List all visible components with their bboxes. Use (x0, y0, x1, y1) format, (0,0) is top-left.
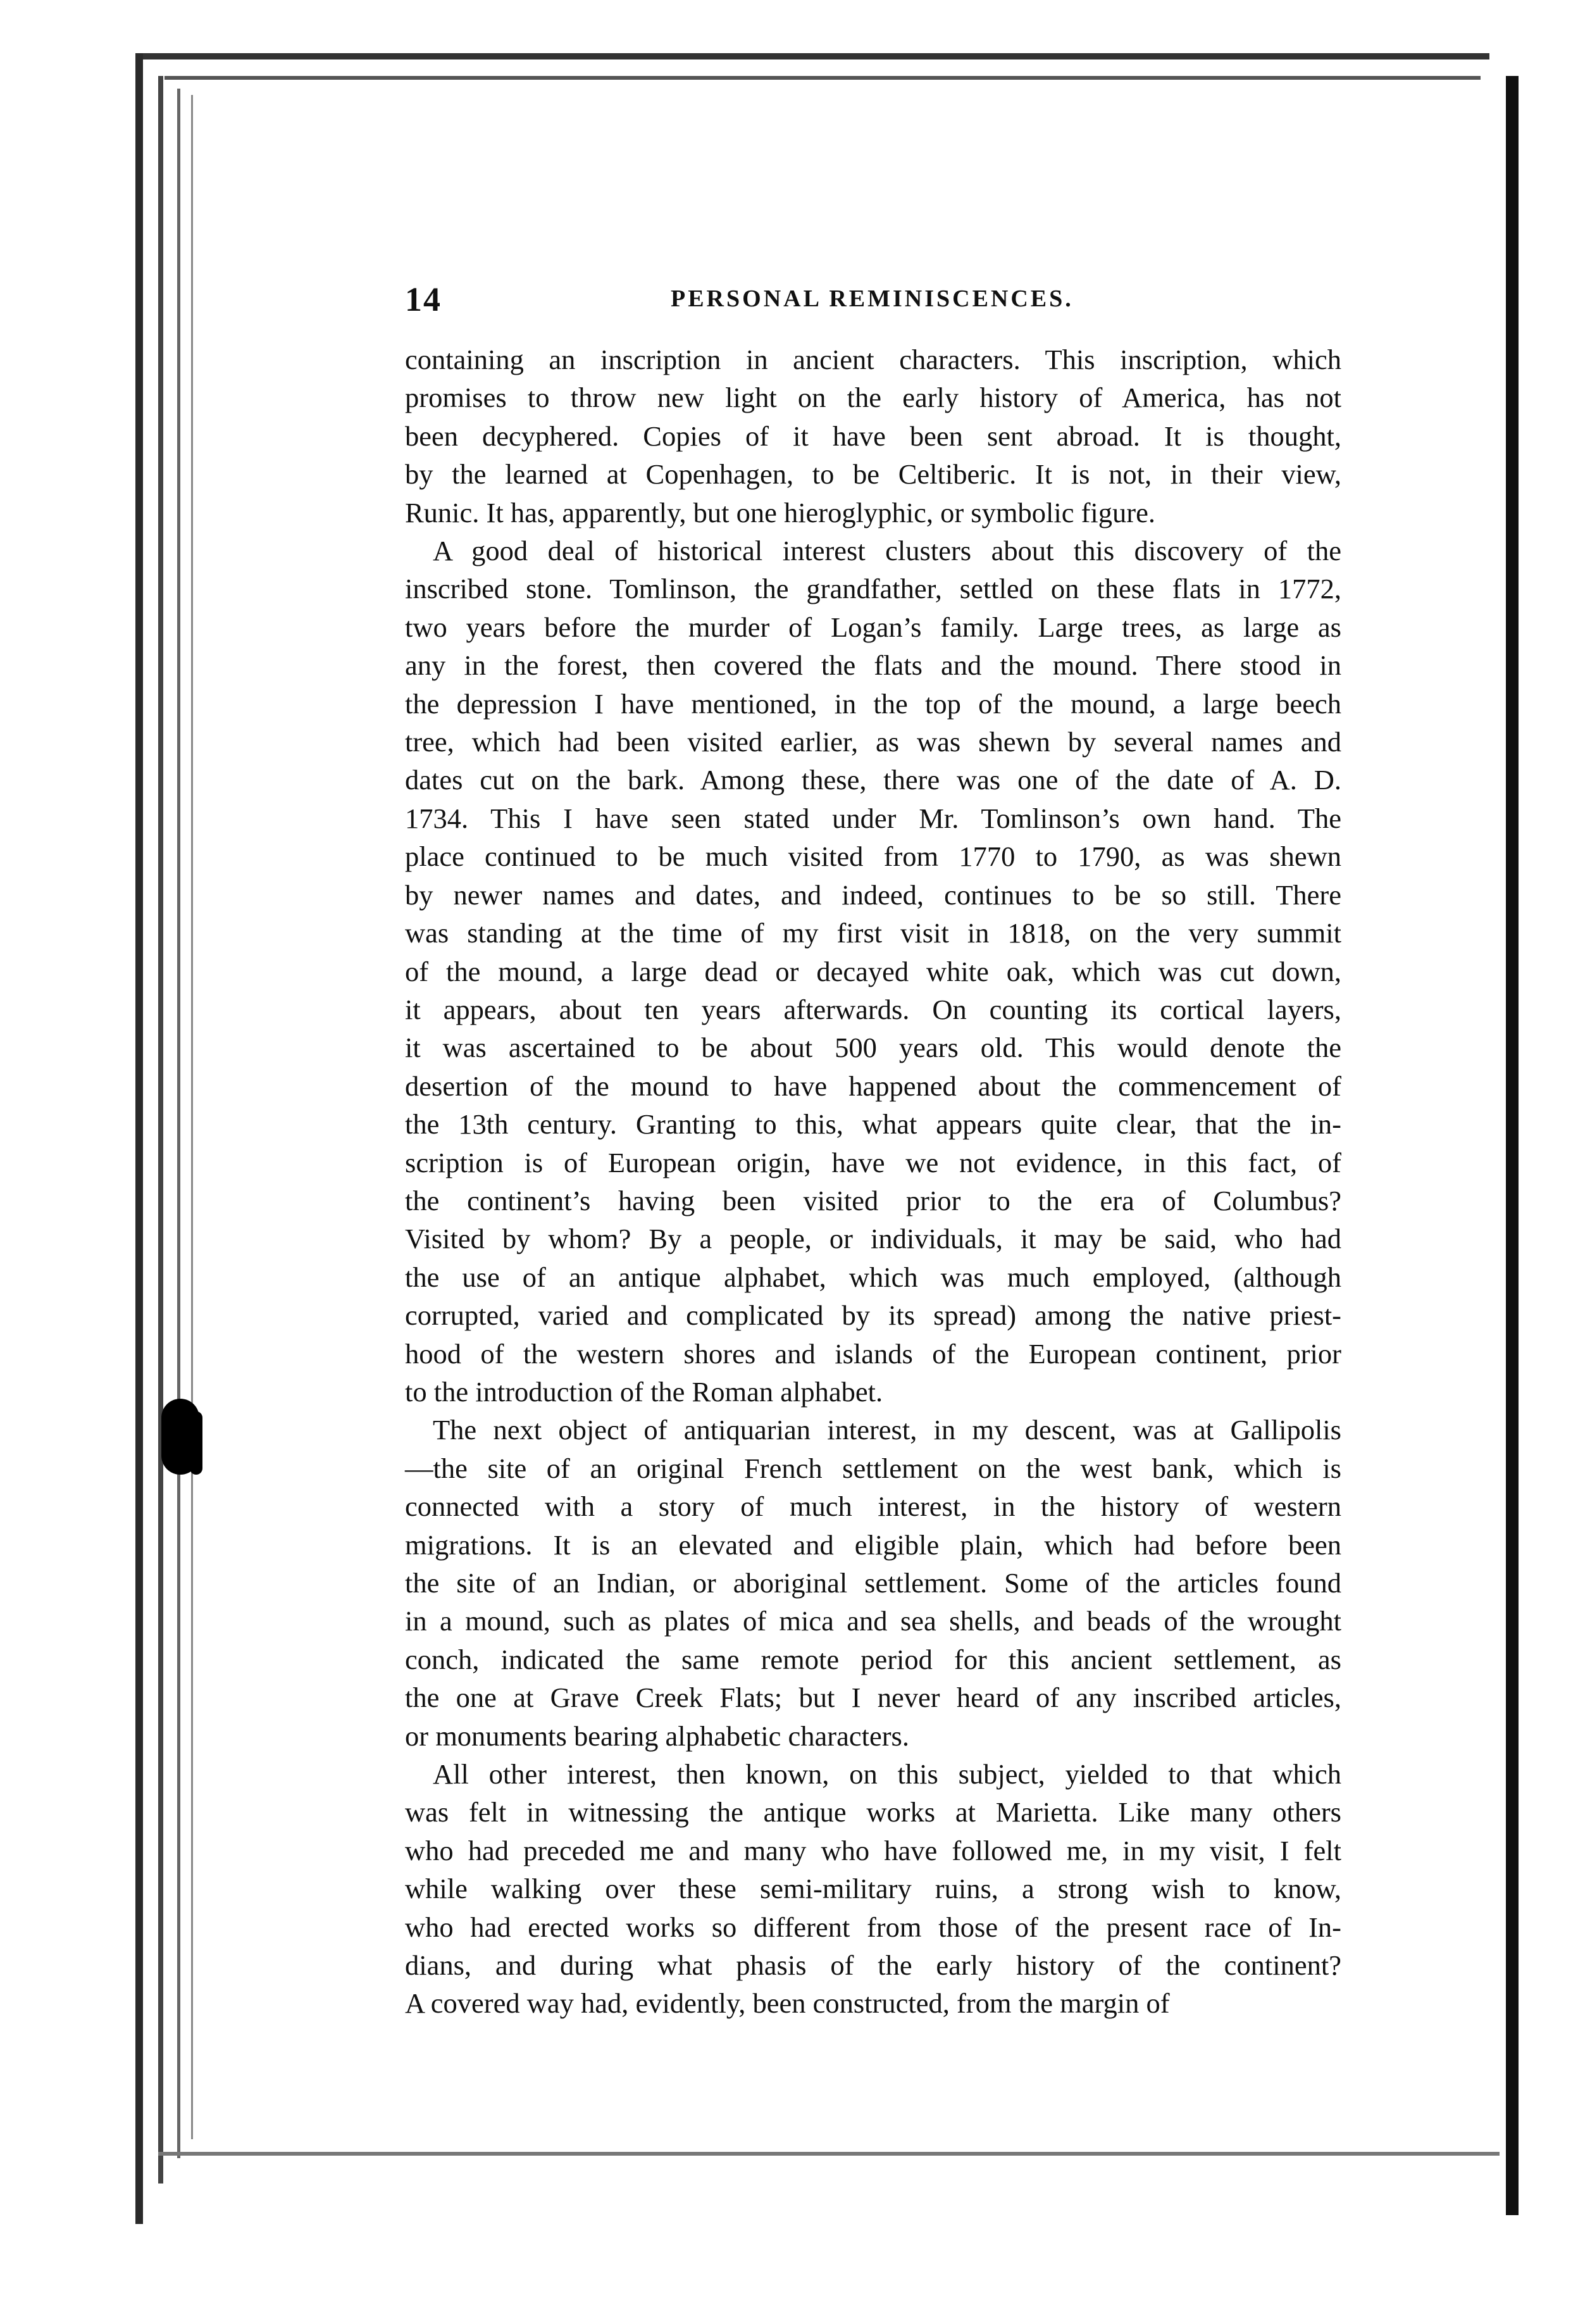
text-line: Runic. It has, apparently, but one hieroglyphic, or symbolic figure. (405, 496, 1155, 528)
text-line: who had erected works so different from those of the present race of In- (405, 1911, 1341, 1943)
book-edge-left-inner-3 (191, 95, 193, 2139)
text-line: the continent’s having been visited prior to the era of Columbus? (405, 1184, 1341, 1216)
text-line: promises to throw new light on the early history of America, has not (405, 382, 1341, 414)
book-edge-bottom (158, 2152, 1500, 2156)
text-line: was felt in witnessing the antique works at Marietta. Like many others (405, 1796, 1341, 1828)
text-line: —the site of an original French settlement on the west bank, which is (405, 1452, 1341, 1484)
text-line: it appears, about ten years afterwards. On counting its cortical layers, (405, 993, 1341, 1025)
text-line: been decyphered. Copies of it have been sent abroad. It is thought, (405, 420, 1341, 452)
text-line: conch, indicated the same remote period for this ancient settlement, as (405, 1643, 1341, 1675)
running-head: PERSONAL REMINISCENCES. (671, 285, 1074, 312)
book-edge-left (135, 53, 143, 2224)
text-line: A good deal of historical interest clusters about this discovery of the (433, 535, 1341, 567)
text-line: migrations. It is an elevated and eligible plain, which had before been (405, 1528, 1341, 1561)
text-line: dates cut on the bark. Among these, there was one of the date of A. D. (405, 764, 1341, 796)
book-edge-top (135, 53, 1489, 59)
text-line: by newer names and dates, and indeed, continues to be so still. There (405, 878, 1341, 911)
text-line: the site of an Indian, or aboriginal settlement. Some of the articles found (405, 1567, 1341, 1599)
paragraph (405, 1755, 1341, 2023)
text-line: the one at Grave Creek Flats; but I never heard of any inscribed articles, (405, 1682, 1341, 1714)
text-line: tree, which had been visited earlier, as was shewn by several names and (405, 726, 1341, 758)
facing-page-edge (1506, 76, 1578, 2215)
paragraph (405, 340, 1341, 532)
book-edge-left-inner (158, 76, 163, 2183)
text-line: who had preceded me and many who have followed me, in my visit, I felt (405, 1834, 1341, 1866)
text-line: dians, and during what phasis of the early history of the continent? (405, 1949, 1341, 1982)
page-header (405, 280, 1341, 318)
text-line: Visited by whom? By a people, or individuals, it may be said, who had (405, 1223, 1341, 1255)
text-line: hood of the western shores and islands of the European continent, prior (405, 1337, 1341, 1370)
text-line: the depression I have mentioned, in the top of the mound, a large beech (405, 687, 1341, 720)
text-line: containing an inscription in ancient characters. This inscription, which (405, 344, 1341, 375)
text-line: in a mound, such as plates of mica and sea shells, and beads of the wrought (405, 1605, 1341, 1637)
text-line: of the mound, a large dead or decayed white oak, which was cut down, (405, 955, 1341, 987)
text-line: desertion of the mound to have happened about the commencement of (405, 1070, 1341, 1102)
text-line: connected with a story of much interest, in the history of western (405, 1490, 1341, 1523)
text-line: two years before the murder of Logan’s family. Large trees, as large as (405, 611, 1341, 643)
text-line: or monuments bearing alphabetic characters. (405, 1720, 909, 1752)
text-line: the 13th century. Granting to this, what appears quite clear, that the in- (405, 1108, 1341, 1140)
text-line: All other interest, then known, on this subject, yielded to that which (433, 1758, 1341, 1790)
paragraph (405, 1411, 1341, 1755)
text-line: it was ascertained to be about 500 years old. This would denote the (405, 1032, 1341, 1064)
text-line: place continued to be much visited from 1770 to 1790, as was shewn (405, 840, 1341, 873)
book-edge-left-inner-2 (177, 89, 180, 2158)
text-line: inscribed stone. Tomlinson, the grandfather, settled on these flats in 1772, (405, 573, 1341, 605)
text-line: was standing at the time of my first visit in 1818, on the very summit (405, 917, 1341, 949)
text-line: the use of an antique alphabet, which was much employed, (although (405, 1261, 1341, 1293)
text-line: by the learned at Copenhagen, to be Celtiberic. It is not, in their view, (405, 458, 1341, 490)
text-line: The next object of antiquarian interest, in my descent, was at Gallipolis (433, 1414, 1341, 1446)
text-line: 1734. This I have seen stated under Mr. Tomlinson’s own hand. The (405, 802, 1341, 834)
text-line: while walking over these semi-military ruins, a strong wish to know, (405, 1873, 1341, 1905)
book-edge-top-inner (165, 76, 1481, 80)
text-line: scription is of European origin, have we not evidence, in this fact, of (405, 1146, 1341, 1178)
text-line: corrupted, varied and complicated by its spread) among the native priest- (405, 1299, 1341, 1332)
body-text (405, 340, 1341, 2023)
binding-mark-2 (190, 1411, 202, 1475)
text-line: any in the forest, then covered the flats and the mound. There stood in (405, 649, 1341, 682)
text-line: to the introduction of the Roman alphabet. (405, 1375, 883, 1408)
paragraph (405, 532, 1341, 1411)
text-line: A covered way had, evidently, been constructed, from the margin of (405, 1987, 1170, 2020)
page-number: 14 (405, 280, 442, 318)
